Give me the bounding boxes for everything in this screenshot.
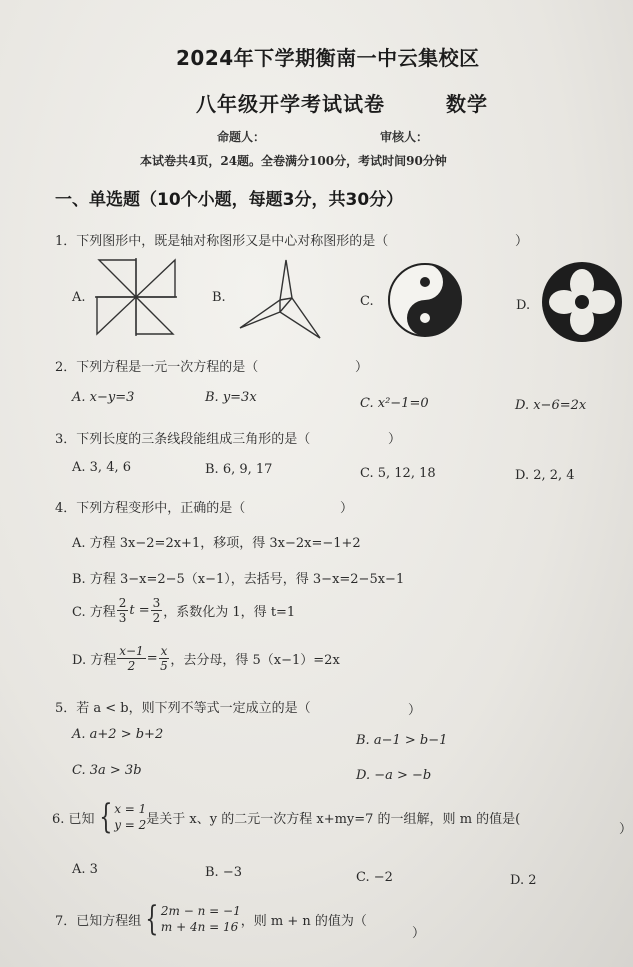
q3-option-d: D. 2, 2, 4 [515, 468, 575, 483]
q1-option-a-label: A. [72, 290, 86, 305]
q6-option-c: C. −2 [356, 870, 393, 885]
question-1-stem: 1．下列图形中，既是轴对称图形又是中心对称图形的是（ [55, 234, 389, 249]
q1-option-d-label: D. [516, 298, 531, 313]
q7-eq-2: m + 4n = 16 [160, 920, 239, 934]
equation-system: { x = 1 y = 2 [98, 797, 147, 837]
q7-eq-1: 2m − n = −1 [160, 904, 241, 918]
reviewer-label: 审核人： [380, 130, 429, 144]
equation-system: { 2m − n = −1 m + 4n = 16 [145, 899, 241, 939]
q6-eq-1: x = 1 [114, 802, 147, 816]
q6-option-d: D. 2 [510, 873, 537, 888]
q1-option-b-label: B. [212, 290, 226, 305]
q2-option-c: C. x²−1=0 [360, 396, 429, 411]
exam-title: 2024年下学期衡南一中云集校区 [176, 46, 480, 70]
q5-option-a: A. a+2 > b+2 [72, 727, 164, 742]
windmill-figure [95, 258, 177, 336]
fraction: $\frac{2}{3}$ [118, 596, 127, 625]
q4-option-c-suffix: ，系数化为 1，得 t=1 [163, 605, 296, 620]
q4-option-d-suffix: ，去分母，得 5（x−1）=2x [170, 653, 340, 668]
question-3-stem: 3．下列长度的三条线段能组成三角形的是（ [55, 432, 311, 447]
q3-option-c: C. 5, 12, 18 [360, 466, 436, 481]
q4-option-d-mid: = [146, 651, 158, 666]
author-label: 命题人： [217, 130, 266, 144]
question-7-paren: ） [412, 926, 426, 941]
three-blade-figure [236, 258, 322, 340]
q7-prefix: 7．已知方程组 [55, 913, 142, 929]
fraction: $\frac{x}{5}$ [160, 644, 168, 673]
question-7-stem [55, 899, 367, 939]
question-3-paren: ） [388, 432, 402, 447]
q6-option-a: A. 3 [72, 862, 98, 877]
exam-notice: 本试卷共4页，24题。全卷满分100分，考试时间90分钟 [140, 154, 447, 168]
yin-yang-figure [387, 262, 463, 338]
q3-option-a: A. 3, 4, 6 [72, 460, 131, 475]
q4-option-a: A. 方程 3x−2=2x+1，移项，得 3x−2x=−1+2 [72, 536, 361, 551]
question-4-stem: 4．下列方程变形中，正确的是（ [55, 501, 246, 516]
q5-option-d: D. −a > −b [356, 768, 432, 783]
q5-option-c: C. 3a > 3b [72, 763, 142, 778]
question-5-paren: ） [408, 703, 422, 718]
q3-option-b: B. 6, 9, 17 [205, 462, 273, 477]
q2-option-b: B. y=3x [205, 390, 257, 405]
q4-option-c [72, 596, 295, 625]
q6-eq-2: y = 2 [114, 818, 147, 832]
q1-option-c-label: C. [360, 294, 374, 309]
fraction: $\frac{3}{2}$ [152, 596, 161, 625]
q4-option-c-prefix: C. 方程 [72, 605, 116, 620]
exam-subject: 数学 [446, 92, 488, 116]
q7-suffix: ，则 m + n 的值为（ [240, 913, 367, 929]
question-2-stem: 2．下列方程是一元一次方程的是（ [55, 360, 259, 375]
q2-option-a: A. x−y=3 [72, 390, 135, 405]
exam-subtitle: 八年级开学考试试卷 [196, 92, 385, 116]
q5-option-b: B. a−1 > b−1 [356, 733, 448, 748]
q4-option-b: B. 方程 3−x=2−5（x−1），去括号，得 3−x=2−5x−1 [72, 572, 405, 587]
q6-option-b: B. −3 [205, 865, 242, 880]
question-2-paren: ） [355, 360, 369, 375]
section-title: 一、单选题（10个小题，每题3分，共30分） [55, 190, 404, 210]
q4-option-c-mid: t = [129, 603, 150, 618]
q2-option-d: D. x−6=2x [515, 398, 587, 413]
question-5-stem: 5．若 a < b，则下列不等式一定成立的是（ [55, 701, 311, 716]
q4-option-d-prefix: D. 方程 [72, 653, 117, 668]
question-6-stem [52, 797, 521, 837]
fraction: $\frac{x-1}{2}$ [119, 644, 144, 673]
question-6-paren: ） [619, 822, 633, 837]
four-petal-figure [540, 260, 624, 344]
question-1-paren: ） [515, 234, 529, 249]
q6-suffix: 是关于 x、y 的二元一次方程 x+my=7 的一组解，则 m 的值是( [146, 811, 521, 827]
q4-option-d [72, 644, 340, 673]
q6-prefix: 6. 已知 [52, 811, 95, 827]
question-4-paren: ） [340, 501, 354, 516]
